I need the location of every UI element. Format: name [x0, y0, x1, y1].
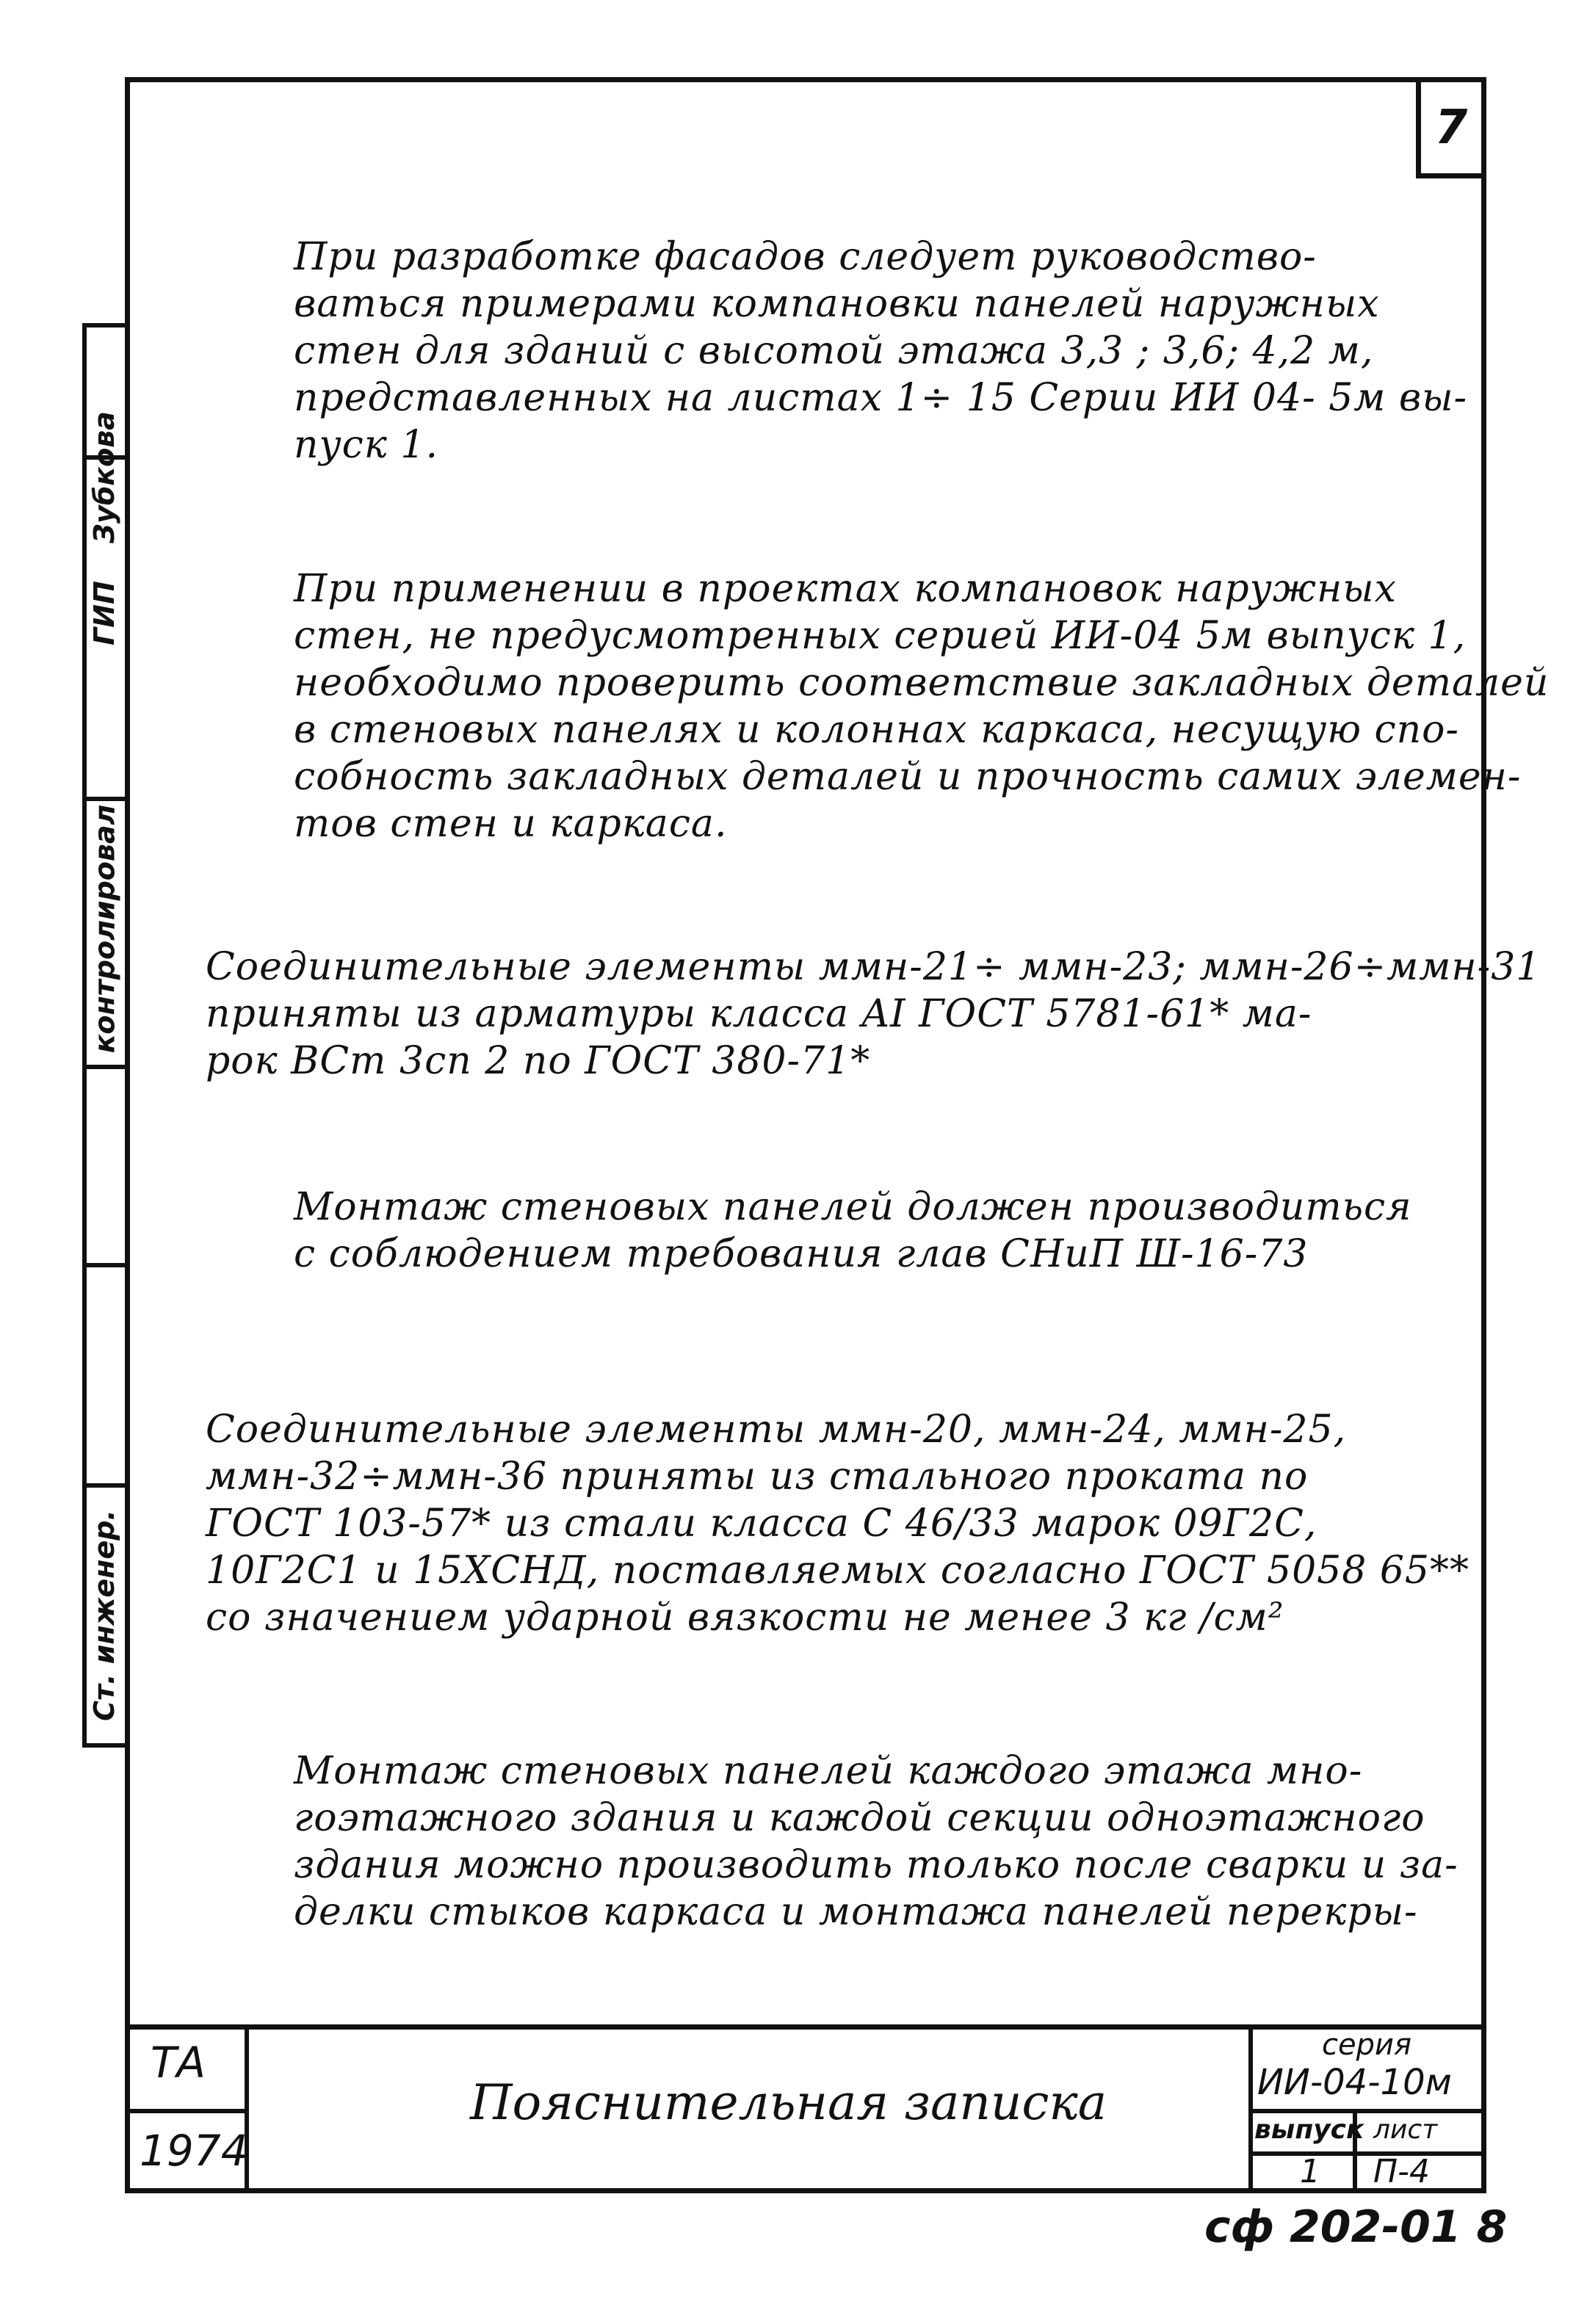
- title-block-divider: [1248, 2151, 1486, 2156]
- series-value: ИИ-04-10м: [1257, 2062, 1452, 2103]
- title-block-divider: [1248, 2109, 1486, 2113]
- side-stamp-control: контролировал: [88, 804, 120, 1054]
- text-line: необходимо проверить соответствие закладных деталей: [294, 661, 1550, 705]
- text-line: Монтаж стеновых панелей должен производиться: [294, 1185, 1412, 1229]
- paragraph-connectors-steel: [206, 1406, 1470, 1641]
- org-code: ТА: [151, 2038, 206, 2088]
- side-stamp-divider: [82, 1263, 126, 1267]
- text-line: стен для зданий с высотой этажа 3,3 ; 3,6; 4,2 м,: [294, 329, 1374, 373]
- text-line: здания можно производить только после сварки и за-: [294, 1843, 1458, 1887]
- side-stamp-engineer: Ст. инженер.: [88, 1510, 120, 1721]
- text-line: Соединительные элементы ммн-21÷ ммн-23; ммн-26÷ммн-31: [206, 945, 1541, 989]
- text-line: ваться примерами компановки панелей наружных: [294, 282, 1380, 326]
- text-line: При применении в проектах компановок наружных: [294, 567, 1397, 611]
- paragraph-facades: [206, 234, 1468, 468]
- paragraph-installation-order: [206, 1748, 1458, 1936]
- series-label: серия: [1322, 2028, 1412, 2062]
- text-line: рок ВСт 3сп 2 по ГОСТ 380-71*: [206, 1039, 871, 1083]
- text-line: тов стен и каркаса.: [294, 802, 728, 846]
- text-line: представленных на листах 1÷ 15 Серии ИИ 04- 5м вы-: [294, 376, 1468, 420]
- text-line: Монтаж стеновых панелей каждого этажа мно-: [294, 1749, 1363, 1793]
- text-line: с соблюдением требования глав СНиП Ш-16-73: [294, 1232, 1309, 1276]
- text-line: собность закладных деталей и прочность самих элемен-: [294, 755, 1522, 799]
- text-line: ГОСТ 103-57* из стали класса С 46/33 марок 09Г2С,: [206, 1502, 1317, 1546]
- side-stamp-divider: [82, 1483, 126, 1488]
- issue-label: выпуск: [1254, 2115, 1364, 2145]
- paragraph-connectors-rebar: [206, 944, 1541, 1085]
- issue-value: 1: [1300, 2153, 1320, 2190]
- text-line: пуск 1.: [294, 423, 438, 467]
- text-line: гоэтажного здания и каждой секции одноэтажного: [294, 1796, 1425, 1840]
- archive-code: сф 202-01 8: [1204, 2201, 1508, 2253]
- text-line: При разработке фасадов следует руководство-: [294, 235, 1317, 279]
- side-stamp-divider: [82, 797, 126, 801]
- text-line: стен, не предусмотренных серией ИИ-04 5м выпуск 1,: [294, 614, 1467, 658]
- text-line: ммн-32÷ммн-36 приняты из стального проката по: [206, 1455, 1309, 1499]
- document-title: Пояснительная записка: [470, 2074, 1107, 2131]
- text-line: делки стыков каркаса и монтажа панелей перекры-: [294, 1890, 1418, 1934]
- side-stamp-divider: [82, 1065, 126, 1069]
- paragraph-layouts: [206, 565, 1550, 847]
- year: 1974: [140, 2126, 248, 2176]
- text-line: приняты из арматуры класса AI ГОСТ 5781-61* ма-: [206, 992, 1312, 1036]
- page-number: 7: [1416, 77, 1486, 178]
- text-line: Соединительные элементы ммн-20, ммн-24, ммн-25,: [206, 1408, 1347, 1452]
- text-line: 10Г2С1 и 15ХСНД, поставляемых согласно ГОСТ 5058 65**: [206, 1549, 1470, 1593]
- side-stamp-author: Зубкова: [88, 411, 121, 543]
- sheet-label: лист: [1373, 2115, 1438, 2145]
- sheet-value: П-4: [1373, 2153, 1430, 2190]
- text-line: в стеновых панелях и колоннах каркаса, несущую спо-: [294, 708, 1460, 752]
- side-stamp-head: ГИП: [88, 581, 121, 645]
- title-block-divider: [125, 2109, 245, 2113]
- paragraph-installation-snip: [206, 1184, 1454, 1278]
- text-line: со значением ударной вязкости не менее 3 кг /см²: [206, 1596, 1284, 1640]
